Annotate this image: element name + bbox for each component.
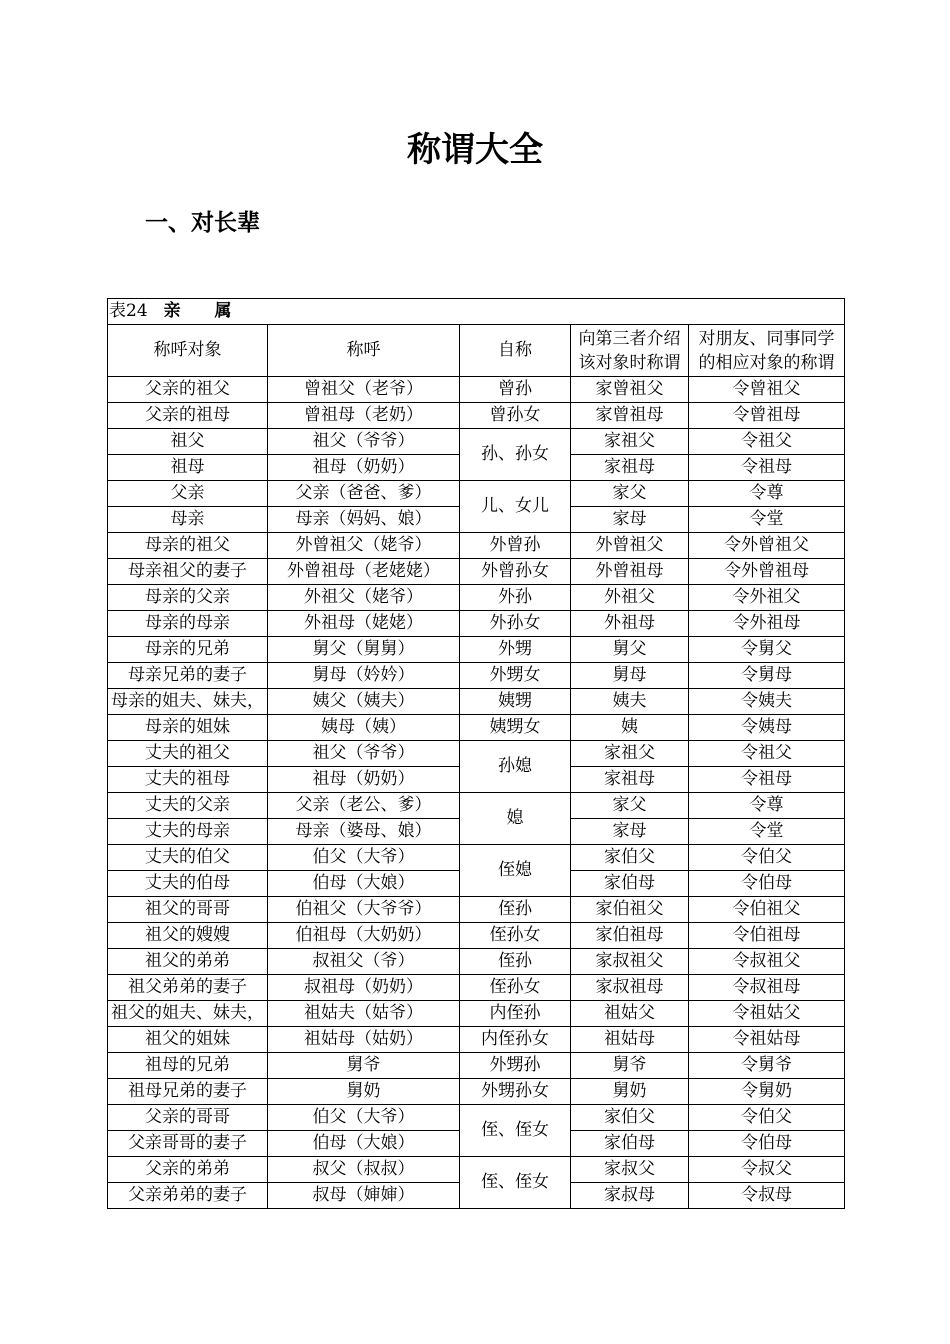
cell-address: 祖父（爷爷） [268,741,460,767]
cell-target: 祖父的弟弟 [108,949,268,975]
cell-address: 祖姑夫（姑爷） [268,1001,460,1027]
cell-target: 丈夫的祖母 [108,767,268,793]
cell-target: 丈夫的父亲 [108,793,268,819]
cell-self: 孙、孙女 [460,429,571,481]
cell-friend: 令尊 [689,793,845,819]
cell-intro: 家祖父 [571,741,689,767]
cell-target: 祖父弟弟的妻子 [108,975,268,1001]
cell-friend: 令伯父 [689,845,845,871]
cell-self: 外甥孙女 [460,1079,571,1105]
cell-target: 丈夫的伯父 [108,845,268,871]
cell-intro: 姨 [571,715,689,741]
table-row [108,793,845,819]
cell-friend: 令祖姑父 [689,1001,845,1027]
table-row [108,559,845,585]
cell-intro: 外祖父 [571,585,689,611]
cell-target: 父亲的祖母 [108,403,268,429]
header-target: 称呼对象 [108,325,268,377]
table-row [108,403,845,429]
cell-intro: 家伯父 [571,845,689,871]
cell-self: 外甥 [460,637,571,663]
cell-self: 侄媳 [460,845,571,897]
header-intro-line2: 该对象时称谓 [578,352,681,373]
cell-intro: 舅奶 [571,1079,689,1105]
cell-address: 祖姑母（姑奶） [268,1027,460,1053]
cell-self: 侄、侄女 [460,1157,571,1209]
cell-address: 伯祖母（大奶奶） [268,923,460,949]
cell-friend: 令祖父 [689,429,845,455]
table-row [108,611,845,637]
cell-intro: 家叔母 [571,1183,689,1209]
cell-self: 内侄孙 [460,1001,571,1027]
cell-intro: 家叔祖母 [571,975,689,1001]
table-row [108,1053,845,1079]
cell-intro: 家伯祖父 [571,897,689,923]
table-row [108,637,845,663]
cell-self: 侄孙 [460,949,571,975]
cell-address: 祖父（爷爷） [268,429,460,455]
cell-self: 外曾孙 [460,533,571,559]
cell-friend: 令舅父 [689,637,845,663]
header-intro-line1: 向第三者介绍 [578,328,681,349]
cell-address: 伯父（大爷） [268,1105,460,1131]
cell-intro: 祖姑母 [571,1027,689,1053]
cell-friend: 令外曾祖母 [689,559,845,585]
cell-self: 外甥女 [460,663,571,689]
cell-self: 儿、女儿 [460,481,571,533]
cell-intro: 外曾祖母 [571,559,689,585]
cell-intro: 家父 [571,793,689,819]
cell-friend: 令堂 [689,507,845,533]
cell-self: 外孙女 [460,611,571,637]
cell-address: 舅母（妗妗） [268,663,460,689]
cell-friend: 令尊 [689,481,845,507]
cell-target: 母亲的祖父 [108,533,268,559]
cell-address: 外曾祖父（姥爷） [268,533,460,559]
table-row [108,1001,845,1027]
cell-intro: 姨夫 [571,689,689,715]
cell-self: 侄孙 [460,897,571,923]
cell-target: 母亲的姐妹 [108,715,268,741]
table-row [108,533,845,559]
section-heading: 一、对长辈 [145,210,260,236]
table-row [108,481,845,507]
cell-target: 祖父的哥哥 [108,897,268,923]
header-address: 称呼 [268,325,460,377]
cell-self: 外甥孙 [460,1053,571,1079]
cell-friend: 令曾祖母 [689,403,845,429]
cell-intro: 家伯父 [571,1105,689,1131]
cell-target: 祖父 [108,429,268,455]
cell-intro: 家伯祖母 [571,923,689,949]
cell-intro: 家叔祖父 [571,949,689,975]
cell-target: 母亲的姐夫、妹夫， [108,689,268,715]
table-caption [108,299,845,325]
table-row [108,377,845,403]
cell-friend: 令祖姑母 [689,1027,845,1053]
cell-address: 曾祖父（老爷） [268,377,460,403]
cell-friend: 令伯母 [689,871,845,897]
cell-target: 祖母 [108,455,268,481]
header-self: 自称 [460,325,571,377]
cell-friend: 令叔祖母 [689,975,845,1001]
cell-self: 内侄孙女 [460,1027,571,1053]
cell-target: 祖父的姐夫、妹夫， [108,1001,268,1027]
table-row [108,897,845,923]
cell-friend: 令外祖父 [689,585,845,611]
table-row [108,741,845,767]
cell-address: 伯母（大娘） [268,1131,460,1157]
cell-friend: 令祖父 [689,741,845,767]
cell-friend: 令叔母 [689,1183,845,1209]
cell-intro: 外曾祖父 [571,533,689,559]
cell-target: 丈夫的母亲 [108,819,268,845]
table-row [108,429,845,455]
cell-address: 外祖母（姥姥） [268,611,460,637]
table-row [108,1105,845,1131]
table-row [108,1027,845,1053]
cell-friend: 令曾祖父 [689,377,845,403]
table-row [108,663,845,689]
cell-address: 祖母（奶奶） [268,455,460,481]
table-name: 亲 属 [163,301,246,321]
table-row [108,923,845,949]
cell-friend: 令叔父 [689,1157,845,1183]
table-row [108,585,845,611]
cell-self: 孙媳 [460,741,571,793]
header-friend [689,325,845,377]
table-row [108,975,845,1001]
cell-intro: 家叔父 [571,1157,689,1183]
cell-friend: 令外曾祖父 [689,533,845,559]
cell-intro: 家母 [571,819,689,845]
cell-friend: 令伯母 [689,1131,845,1157]
cell-intro: 家曾祖父 [571,377,689,403]
cell-address: 姨母（姨） [268,715,460,741]
cell-friend: 令姨夫 [689,689,845,715]
cell-friend: 令堂 [689,819,845,845]
cell-friend: 令姨母 [689,715,845,741]
cell-intro: 家父 [571,481,689,507]
cell-target: 母亲祖父的妻子 [108,559,268,585]
cell-target: 母亲的父亲 [108,585,268,611]
cell-address: 叔祖母（奶奶） [268,975,460,1001]
cell-address: 叔父（叔叔） [268,1157,460,1183]
cell-address: 母亲（婆母、娘） [268,819,460,845]
cell-address: 叔母（婶婶） [268,1183,460,1209]
cell-target: 祖父的嫂嫂 [108,923,268,949]
table-row [108,689,845,715]
cell-friend: 令舅爷 [689,1053,845,1079]
table-number: 表24 [109,301,148,321]
cell-address: 祖母（奶奶） [268,767,460,793]
cell-intro: 家母 [571,507,689,533]
cell-target: 父亲哥哥的妻子 [108,1131,268,1157]
cell-address: 外祖父（姥爷） [268,585,460,611]
cell-address: 母亲（妈妈、娘） [268,507,460,533]
cell-self: 侄、侄女 [460,1105,571,1157]
cell-target: 父亲 [108,481,268,507]
kinship-table [107,298,845,1209]
table-header-row [108,325,845,377]
cell-friend: 令伯祖父 [689,897,845,923]
cell-target: 祖父的姐妹 [108,1027,268,1053]
cell-address: 姨父（姨夫） [268,689,460,715]
cell-friend: 令祖母 [689,455,845,481]
cell-self: 外曾孙女 [460,559,571,585]
cell-address: 曾祖母（老奶） [268,403,460,429]
cell-target: 父亲弟弟的妻子 [108,1183,268,1209]
cell-target: 父亲的哥哥 [108,1105,268,1131]
cell-self: 曾孙女 [460,403,571,429]
cell-intro: 家祖母 [571,455,689,481]
cell-self: 姨甥女 [460,715,571,741]
cell-intro: 家曾祖母 [571,403,689,429]
cell-address: 舅奶 [268,1079,460,1105]
cell-friend: 令叔祖父 [689,949,845,975]
table-row [108,1079,845,1105]
cell-self: 侄孙女 [460,923,571,949]
cell-friend: 令外祖母 [689,611,845,637]
cell-self: 曾孙 [460,377,571,403]
cell-intro: 舅爷 [571,1053,689,1079]
cell-friend: 令舅奶 [689,1079,845,1105]
cell-intro: 祖姑父 [571,1001,689,1027]
cell-address: 叔祖父（爷） [268,949,460,975]
cell-address: 伯祖父（大爷爷） [268,897,460,923]
cell-intro: 家伯母 [571,871,689,897]
cell-target: 父亲的弟弟 [108,1157,268,1183]
cell-friend: 令伯父 [689,1105,845,1131]
cell-address: 父亲（老公、爹） [268,793,460,819]
cell-target: 丈夫的祖父 [108,741,268,767]
cell-intro: 舅父 [571,637,689,663]
cell-self: 外孙 [460,585,571,611]
page-title: 称谓大全 [407,130,543,170]
cell-friend: 令伯祖母 [689,923,845,949]
cell-address: 外曾祖母（老姥姥） [268,559,460,585]
cell-friend: 令舅母 [689,663,845,689]
cell-self: 姨甥 [460,689,571,715]
cell-intro: 家伯母 [571,1131,689,1157]
cell-friend: 令祖母 [689,767,845,793]
cell-target: 母亲的母亲 [108,611,268,637]
cell-address: 父亲（爸爸、爹） [268,481,460,507]
cell-self: 媳 [460,793,571,845]
cell-intro: 家祖父 [571,429,689,455]
table-row [108,1157,845,1183]
table-row [108,715,845,741]
header-friend-line1: 对朋友、同事同学 [698,328,835,349]
cell-target: 母亲 [108,507,268,533]
cell-target: 丈夫的伯母 [108,871,268,897]
cell-intro: 舅母 [571,663,689,689]
cell-target: 祖母兄弟的妻子 [108,1079,268,1105]
cell-self: 侄孙女 [460,975,571,1001]
header-friend-line2: 的相应对象的称谓 [698,352,835,373]
cell-address: 舅爷 [268,1053,460,1079]
cell-intro: 家祖母 [571,767,689,793]
header-intro [571,325,689,377]
table-row [108,845,845,871]
cell-target: 母亲的兄弟 [108,637,268,663]
table-row [108,949,845,975]
cell-target: 祖母的兄弟 [108,1053,268,1079]
table-caption-row [108,299,845,325]
cell-address: 舅父（舅舅） [268,637,460,663]
cell-target: 父亲的祖父 [108,377,268,403]
cell-intro: 外祖母 [571,611,689,637]
cell-address: 伯母（大娘） [268,871,460,897]
cell-target: 母亲兄弟的妻子 [108,663,268,689]
cell-address: 伯父（大爷） [268,845,460,871]
